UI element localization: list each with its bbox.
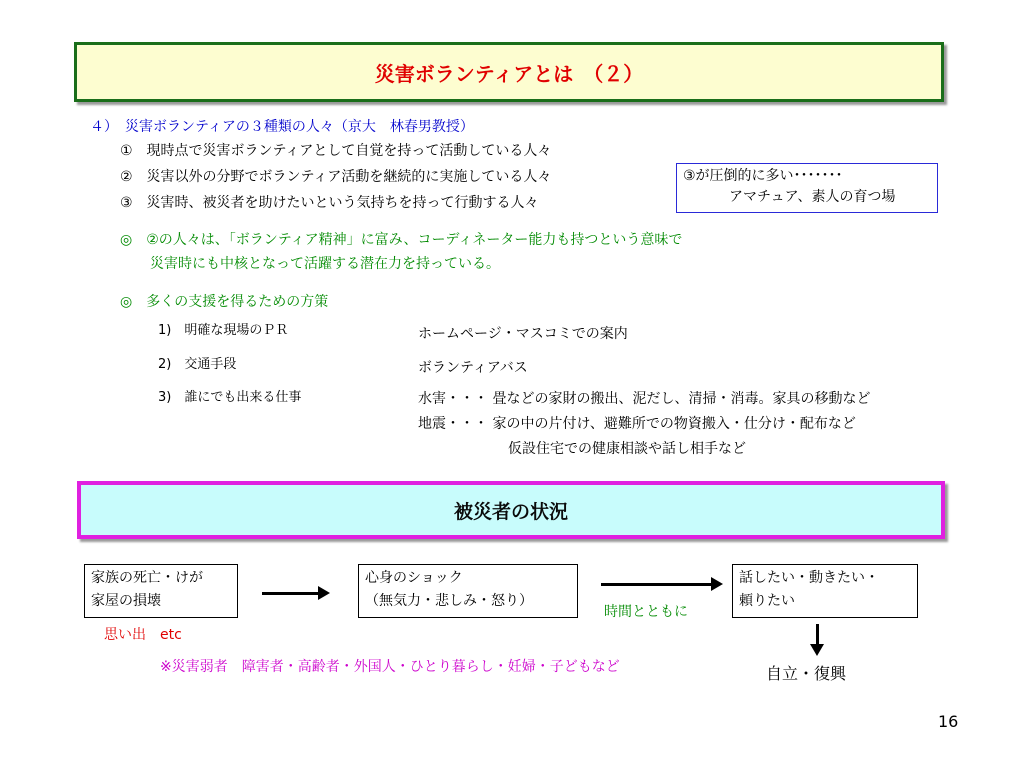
section-4-heading: ４） 災害ボランティアの３種類の人々（京大 林春男教授） <box>90 119 474 135</box>
memories-note: 思い出 etc <box>104 627 182 643</box>
page-number: 16 <box>938 712 959 731</box>
slide-title: 災害ボランティアとは （２） <box>374 61 644 86</box>
flow-box-damage-line-2: 家屋の損壊 <box>91 593 161 609</box>
flow-arrow-down <box>816 624 819 646</box>
support-extra-2: 仮設住宅での健康相談や話し相手など <box>508 441 746 457</box>
support-label-1: 1) 明確な現場のＰＲ <box>158 323 289 338</box>
flow-box-wants-line-1: 話したい・動きたい・ <box>739 570 879 586</box>
point2-line-1: ◎ ②の人々は、「ボランティア精神」に富み、コーディネーター能力も持つという意味で <box>120 232 683 248</box>
independence-recovery: 自立・復興 <box>766 664 847 683</box>
note-line-2: アマチュア、素人の育つ場 <box>729 189 896 205</box>
flow-box-shock-line-1: 心身のショック <box>365 570 463 586</box>
volunteer-type-2: ② 災害以外の分野でボランティア活動を継続的に実施している人々 <box>120 169 552 185</box>
flow-box-shock <box>358 564 578 618</box>
support-value-3: 水害・・・ 畳などの家財の搬出、泥だし、清掃・消毒。家具の移動など <box>418 391 871 407</box>
support-value-1: ホームページ・マスコミでの案内 <box>418 326 628 342</box>
section-title-box <box>77 481 945 539</box>
flow-box-wants <box>732 564 918 618</box>
section-title: 被災者の状況 <box>453 500 568 523</box>
slide-title-box <box>74 42 944 102</box>
over-time-label: 時間とともに <box>604 604 688 620</box>
volunteer-type-1: ① 現時点で災害ボランティアとして自覚を持って活動している人々 <box>120 143 552 159</box>
point2-line-2: 災害時にも中核となって活躍する潜在力を持っている。 <box>150 256 500 272</box>
support-label-3: 3) 誰にでも出来る仕事 <box>158 390 302 405</box>
support-extra-1: 地震・・・ 家の中の片付け、避難所での物資搬入・仕分け・配布など <box>418 416 856 432</box>
flow-arrow-2 <box>601 583 713 586</box>
flow-box-wants-line-2: 頼りたい <box>739 593 795 609</box>
note-line-1: ③が圧倒的に多い･･･････ <box>683 168 843 184</box>
volunteer-type-3: ③ 災害時、被災者を助けたいという気持ちを持って行動する人々 <box>120 195 539 211</box>
flow-box-damage <box>84 564 238 618</box>
flow-box-shock-line-2: （無気力・悲しみ・怒り） <box>365 593 533 609</box>
flow-arrow-1 <box>262 592 320 595</box>
flow-box-damage-line-1: 家族の死亡・けが <box>91 570 203 586</box>
support-heading: ◎ 多くの支援を得るための方策 <box>120 294 329 310</box>
support-label-2: 2) 交通手段 <box>158 357 237 372</box>
vulnerable-people-note: ※災害弱者 障害者・高齢者・外国人・ひとり暮らし・妊婦・子どもなど <box>160 659 620 675</box>
support-value-2: ボランティアバス <box>418 360 528 376</box>
note-box <box>676 163 938 213</box>
